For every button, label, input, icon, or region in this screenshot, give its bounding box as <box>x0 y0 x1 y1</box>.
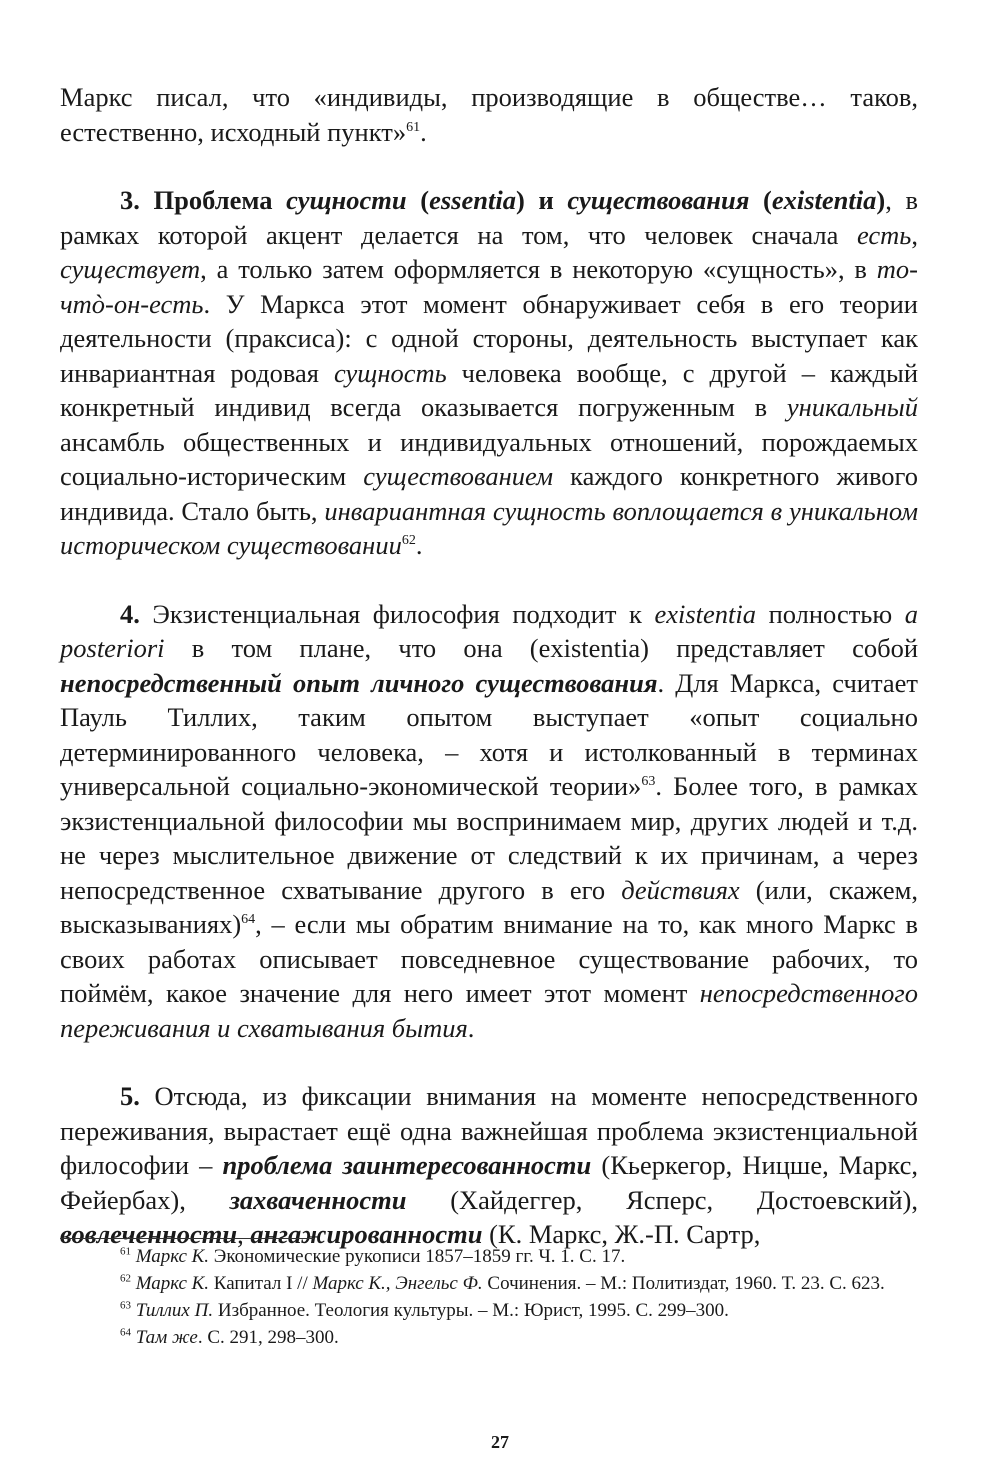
text-run: Там же <box>135 1327 198 1348</box>
footnote-ref: 63 <box>641 774 656 790</box>
text-run: Тиллих П. <box>135 1300 214 1321</box>
text-run: Сочинения. – М.: Политиздат, 1960. Т. 23. С. 623. <box>482 1273 885 1294</box>
page-number: 27 <box>491 1432 509 1452</box>
text-run: . У Маркса этот момент обнаруживает себя в его теории деятельности (праксиса): с одной стороны, деятельность выступает как инвариантная родовая <box>60 288 918 388</box>
text-run: существует <box>60 254 201 284</box>
text-run: , в рамках которой акцент делается на том, что человек сначала <box>60 185 918 250</box>
text-run: Маркс писал, что «индивиды, производящие в обществе… таков, естественно, исходный пункт» <box>60 82 918 147</box>
text-run: . <box>415 530 423 560</box>
text-run: сущность <box>333 357 447 388</box>
footnote-ref: 64 <box>241 912 256 928</box>
text-run: человека вообще, с другой – каждый конкретный индивид всегда оказывается погруженным в <box>60 357 918 422</box>
footnote-62 <box>60 1270 918 1297</box>
text-run: инвариантная сущность воплощается в уникальном историческом существовании <box>60 495 919 560</box>
footnote-ref: 61 <box>406 119 421 135</box>
text-run: есть <box>857 219 912 250</box>
text-run: Маркс К. <box>135 1246 210 1267</box>
text-run: existentia <box>771 185 877 215</box>
text-run: в том плане, что она (existentia) представляет собой <box>164 633 918 663</box>
text-run: вовлеченности <box>60 1219 238 1249</box>
text-run: a posteriori <box>60 598 919 663</box>
text-run: захваченности <box>229 1184 407 1215</box>
text-run: , <box>237 1219 251 1249</box>
text-run: , – если мы обратим внимание на то, как много Маркс в своих работах описывает повседневное существование рабочих, то поймём, какое значение для него имеет этот момент <box>60 909 918 1008</box>
text-run: сущности <box>286 185 407 215</box>
text-run: 4. <box>120 598 140 629</box>
footnote-ref: 61 <box>120 1245 131 1258</box>
text-run: ( <box>749 185 772 215</box>
text-run: (или, скажем, высказываниях) <box>60 874 919 939</box>
footnote-63 <box>60 1297 918 1324</box>
text-run: , а только затем оформляется в некоторую «сущность», в <box>200 254 877 284</box>
paragraph-continuation <box>60 80 918 149</box>
paragraph-point-3 <box>60 183 918 563</box>
text-run: . <box>420 116 427 147</box>
footnote-ref: 62 <box>401 533 416 549</box>
text-run: . Для Маркса, считает Пауль Тиллих, таким опытом выступает «опыт социально детерминированного человека, – хотя и истолкованный в терминах универсальной социально-экономической теории» <box>60 667 918 801</box>
text-run: . С. 291, 298–300. <box>197 1327 339 1348</box>
text-run: (Кьеркегор, Ницше, Маркс, Фейербах), <box>60 1150 918 1215</box>
text-run: Маркс К. <box>135 1273 210 1294</box>
text-run: каждого конкретного живого индивида. Стало быть, <box>60 461 918 526</box>
text-run: Избранное. Теология культуры. – М.: Юрист, 1995. С. 299–300. <box>213 1300 729 1321</box>
footnote-61 <box>60 1243 918 1270</box>
text-run: Капитал I // <box>209 1273 313 1294</box>
text-run: полностью <box>756 598 905 629</box>
text-run: существованием <box>363 461 553 491</box>
text-run: essentia <box>429 185 516 215</box>
text-run: то-чтò-он-есть <box>60 254 918 319</box>
footnote-64 <box>60 1324 918 1351</box>
text-run: Экзистенциальная философия подходит к <box>139 598 655 629</box>
text-run: существования <box>567 185 750 215</box>
text-run: ) <box>876 185 886 215</box>
text-run: непосредственный опыт личного существования <box>60 667 658 698</box>
text-run: 5. <box>120 1081 140 1111</box>
paragraph-point-5 <box>60 1079 918 1252</box>
main-text <box>60 80 918 1252</box>
text-run: existentia <box>654 598 757 629</box>
text-run: уникальный <box>786 392 918 422</box>
text-run: ангажированности <box>250 1219 483 1249</box>
paragraph-point-4 <box>60 597 918 1046</box>
text-run: 3. Проблема <box>120 185 287 215</box>
footnote-ref: 64 <box>120 1326 131 1339</box>
footnotes <box>60 1243 918 1351</box>
text-run: Экономические рукописи 1857–1859 гг. Ч. 1. С. 17. <box>209 1246 626 1267</box>
text-run: ансамбль общественных и индивидуальных отношений, порождаемых социально-историческим <box>60 426 918 491</box>
footnote-ref: 63 <box>120 1299 131 1312</box>
text-run: проблема заинтересованности <box>222 1150 592 1180</box>
footnote-ref: 62 <box>120 1272 131 1285</box>
text-run: . Более того, в рамках экзистенциальной философии мы воспринимаем мир, других людей и т.д. не через мыслительное движение от следствий к их причинам, а через непосредственное схватывание другого в его <box>60 771 918 905</box>
text-run: действиях <box>621 874 740 905</box>
text-run: Отсюда, из фиксации внимания на моменте непосредственного переживания, вырастает ещё одна важнейшая проблема экзистенциальной философии – <box>60 1081 918 1180</box>
text-run: . <box>467 1012 475 1043</box>
footnote-separator <box>60 1238 315 1239</box>
text-run: (Хайдеггер, Ясперс, Достоевский), <box>406 1184 918 1215</box>
text-run: ) и <box>515 185 568 215</box>
text-run: Маркс К., Энгельс Ф. <box>312 1273 483 1294</box>
text-run: непосредственного переживания и схватывания бытия <box>60 978 918 1043</box>
text-run: (К. Маркс, Ж.-П. Сартр, <box>482 1219 761 1249</box>
text-run: , <box>911 219 918 250</box>
text-run: ( <box>406 185 430 215</box>
